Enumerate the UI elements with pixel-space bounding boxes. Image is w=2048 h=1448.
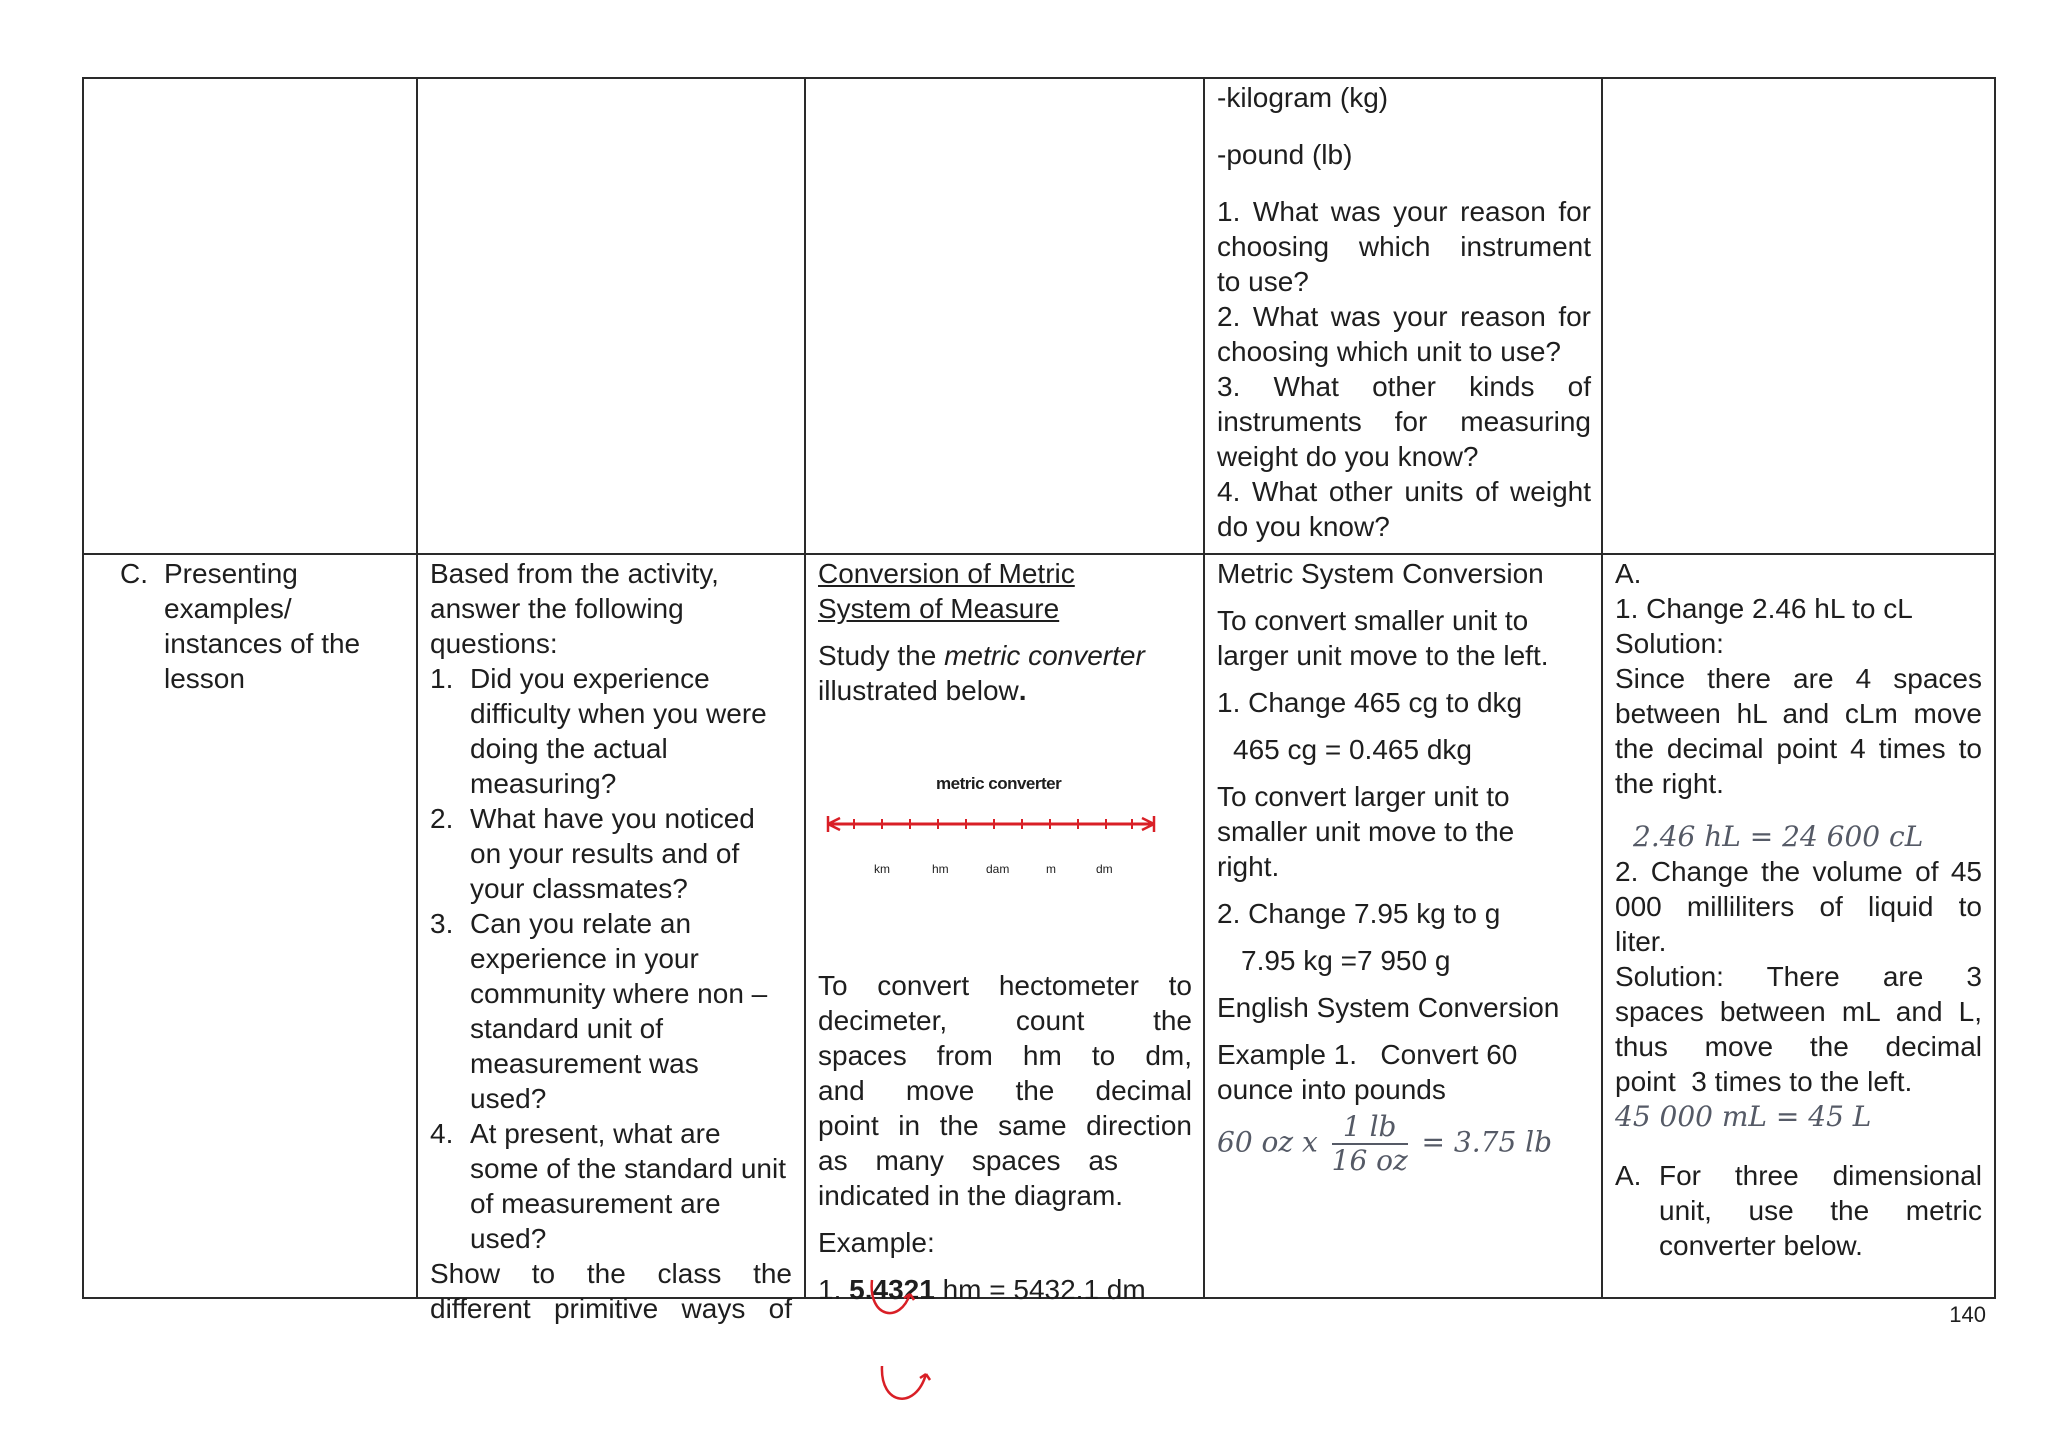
solution-line: spaces between mL and L, [1615,996,1982,1027]
study-text: Study the [818,640,937,671]
list-text: Did you experience difficulty when you were doing the actual measuring? [470,663,767,799]
solution-line: thus move the decimal [1615,1031,1982,1062]
rule-line: larger unit move to the left. [1217,640,1549,671]
formula-line: 45 000 mL = 45 L [1615,1100,1872,1133]
question-3-line: 3. What other kinds of [1217,371,1591,402]
question-4-line: 4. What other units of weight [1217,476,1591,507]
list-item [430,801,792,906]
column-divider [804,77,806,1299]
list-number: 1. [430,663,454,694]
section-label-cell [120,556,410,696]
table-right-border [1994,77,1996,1299]
example-answer: 7.95 kg =7 950 g [1241,945,1451,976]
fraction-denominator: 16 oz [1331,1144,1408,1177]
solution-line: the right. [1615,768,1724,799]
instruction-line: spaces from hm to dm, [818,1040,1192,1071]
rule-line: To convert smaller unit to [1217,605,1529,636]
example-line: ounce into pounds [1217,1074,1446,1105]
example-value: 5.4321 [849,1274,935,1305]
column-divider [416,77,418,1299]
section-heading: System of Measure [818,593,1060,624]
formula-rhs: = 3.75 lb [1421,1125,1553,1159]
question-4-line: do you know? [1217,511,1390,542]
list-item [430,906,792,1116]
instruction-line: decimeter, count the [818,1005,1192,1036]
conversion-formula [1217,1111,1591,1177]
list-item [430,1116,792,1256]
study-instruction [818,638,1192,708]
instruction-line: To convert hectometer to [818,970,1192,1001]
metric-system-conversion-cell [1217,556,1591,1177]
list-number: 2. [430,803,454,834]
unit-pound: -pound (lb) [1217,139,1353,170]
study-text: illustrated below [818,675,1019,706]
example-line: 2. Change 7.95 kg to g [1217,898,1501,929]
fraction-numerator: 1 lb [1332,1111,1408,1145]
question-1-line: to use? [1217,266,1309,297]
list-text: unit, use the metric [1659,1195,1982,1226]
formula-lhs: 60 oz x [1217,1125,1318,1159]
converter-unit-dam: dam [986,862,1010,876]
example-number: 1. [818,1274,842,1305]
unit-kilogram: -kilogram (kg) [1217,82,1389,113]
list-item [1615,1158,1982,1263]
example-line: Example 1. Convert 60 [1217,1039,1518,1070]
converter-unit-dm: dm [1096,862,1113,876]
section-marker: C. [120,558,148,589]
table-left-border [82,77,84,1299]
section-heading: English System Conversion [1217,992,1560,1023]
list-number: 3. [430,908,454,939]
list-marker: A. [1615,558,1642,589]
example-line: 000 milliliters of liquid to [1615,891,1982,922]
example-label: Example: [818,1227,935,1258]
activity-questions-cell [430,556,792,1326]
row-divider [82,553,1996,555]
question-2-line: choosing which unit to use? [1217,336,1561,367]
worked-examples-cell [1615,556,1982,1263]
converter-scale [824,804,1164,844]
list-number: 4. [430,1118,454,1149]
rule-line: To convert larger unit to [1217,781,1510,812]
example-answer: 465 cg = 0.465 dkg [1233,734,1472,765]
question-3-line: weight do you know? [1217,441,1479,472]
instruction-line: point in the same direction [818,1110,1192,1141]
weight-questions-cell [1217,80,1591,544]
formula-fraction [1332,1111,1408,1177]
example-result: hm = 5432.1 dm [942,1274,1146,1305]
converter-unit-km: km [874,862,890,876]
list-marker: A. [1615,1160,1642,1191]
solution-label: Solution: [1615,628,1724,659]
list-item [430,661,792,801]
question-2-line: 2. What was your reason for [1217,301,1591,332]
converter-title: metric converter [936,774,1062,793]
solution-line: between hL and cLm move [1615,698,1982,729]
instruction-line: indicated in the diagram. [818,1180,1124,1211]
example-line: 2. Change the volume of 45 [1615,856,1982,887]
question-3-line: instruments for measuring [1217,406,1591,437]
column-divider [1601,77,1603,1299]
show-line: Show to the class the [430,1258,792,1289]
metric-conversion-cell [818,556,1192,1307]
list-text: Can you relate an experience in your community where non – standard unit of measurement was used? [470,908,768,1114]
list-text: At present, what are some of the standard unit of measurement are used? [470,1118,786,1254]
table-top-border [82,77,1996,79]
question-1-line: 1. What was your reason for [1217,196,1591,227]
solution-line: Since there are 4 spaces [1615,663,1982,694]
converter-unit-m: m [1046,862,1056,876]
example-line: liter. [1615,926,1667,957]
solution-line: Solution: There are 3 [1615,961,1982,992]
decimal-move-arrow-icon [860,1274,940,1324]
column-divider [1203,77,1205,1299]
converter-unit-hm: hm [932,862,949,876]
question-1-line: choosing which instrument [1217,231,1591,262]
section-label: Presenting examples/ instances of the lesson [164,558,361,694]
list-text: converter below. [1659,1230,1863,1261]
list-text: What have you noticed on your results and of your classmates? [470,803,755,904]
example-line: 1. Change 2.46 hL to cL [1615,593,1913,624]
section-heading: Conversion of Metric [818,558,1075,589]
page-number: 140 [1949,1302,1986,1327]
questions-intro: Based from the activity, answer the following questions: [430,558,719,659]
rule-line: smaller unit move to the [1217,816,1515,847]
study-period: . [1018,675,1027,706]
rule-line: right. [1217,851,1280,882]
list-text: For three dimensional [1659,1160,1982,1191]
metric-converter-diagram [818,708,1192,968]
example-line: 1. Change 465 cg to dkg [1217,687,1523,718]
solution-line: point 3 times to the left. [1615,1066,1913,1097]
section-heading: Metric System Conversion [1217,558,1544,589]
decimal-move-arrow-icon [872,1358,952,1418]
show-line: different primitive ways of [430,1293,792,1324]
instruction-line: as many spaces as [818,1145,1118,1176]
instruction-line: and move the decimal [818,1075,1192,1106]
study-emphasis: metric converter [944,640,1145,671]
solution-line: the decimal point 4 times to [1615,733,1982,764]
formula-line: 2.46 hL = 24 600 cL [1633,820,1924,853]
